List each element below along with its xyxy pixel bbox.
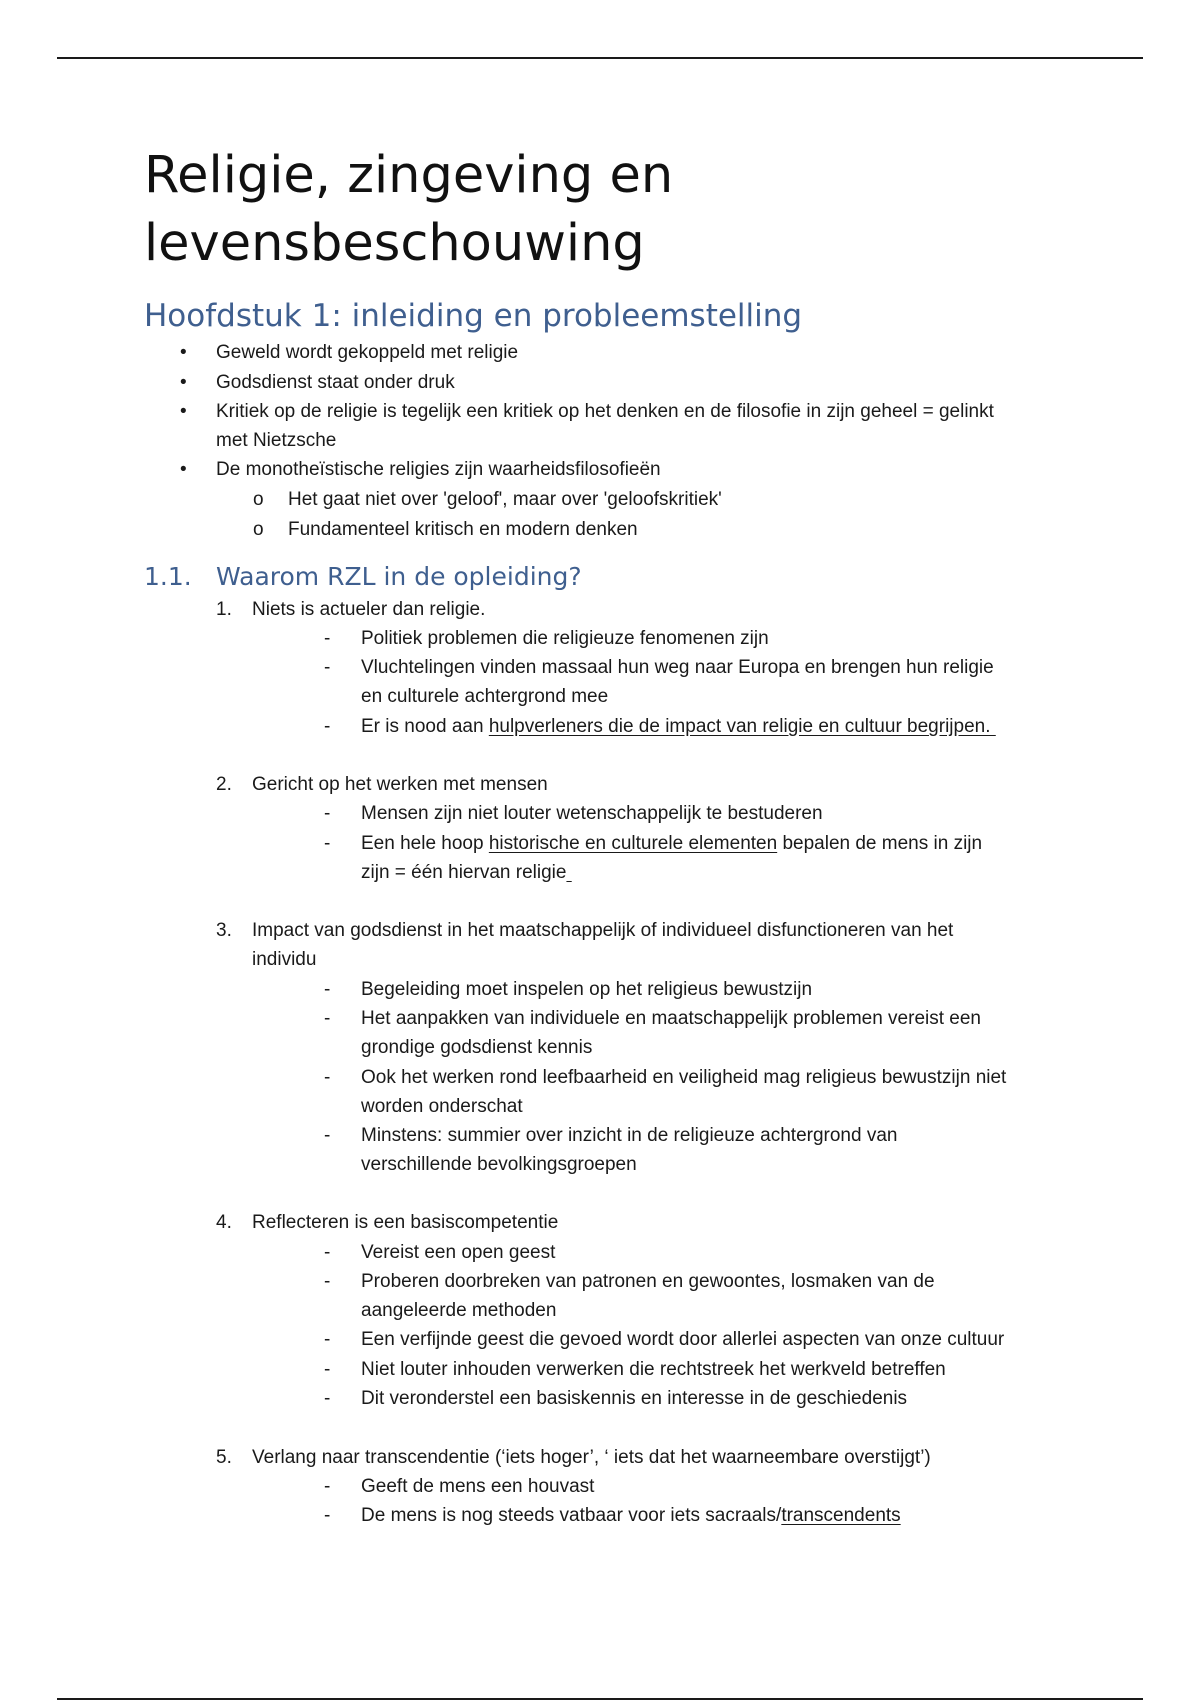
dash-marker: - <box>324 1067 331 1088</box>
dash-marker: - <box>324 1476 331 1497</box>
title-line-2: levensbeschouwing <box>144 214 645 273</box>
item-1-dash-3-text: Er is nood aan <box>361 716 489 737</box>
chapter-heading: Hoofdstuk 1: inleiding en probleemstelling <box>144 298 803 334</box>
number-marker: 3. <box>216 920 232 941</box>
item-5-dash-1: Geeft de mens een houvast <box>361 1476 595 1497</box>
intro-sub-bullet-1: Het gaat niet over 'geloof', maar over 'geloofskritiek' <box>288 489 722 510</box>
item-1-dash-3-underlined: hulpverleners die de impact van religie en cultuur begrijpen. <box>488 716 996 737</box>
item-1-dash-3 <box>361 712 996 741</box>
item-3-dash-2-line-2: grondige godsdienst kennis <box>361 1037 593 1058</box>
item-1-dash-2-line-1: Vluchtelingen vinden massaal hun weg naar Europa en brengen hun religie <box>361 657 994 678</box>
item-2-dash-2-line-2 <box>361 858 572 887</box>
intro-bullet-3-line-1: Kritiek op de religie is tegelijk een kritiek op het denken en de filosofie in zijn geheel = gelinkt <box>216 401 994 422</box>
item-3-dash-3-line-2: worden onderschat <box>361 1096 523 1117</box>
item-2-text: Gericht op het werken met mensen <box>252 774 548 795</box>
item-2-dash-2-post: bepalen de mens in zijn <box>777 833 983 854</box>
item-3-text-line-2: individu <box>252 949 317 970</box>
dash-marker: - <box>324 628 331 649</box>
item-2-dash-2-pre: Een hele hoop <box>361 833 489 854</box>
item-5-dash-2-pre: De mens is nog steeds vatbaar voor iets sacraals/ <box>361 1505 782 1526</box>
header-rule <box>57 57 1143 59</box>
document-title <box>144 142 673 278</box>
number-marker: 1. <box>216 599 232 620</box>
item-3-dash-1: Begeleiding moet inspelen op het religieus bewustzijn <box>361 979 813 1000</box>
item-4-dash-2-line-1: Proberen doorbreken van patronen en gewoontes, losmaken van de <box>361 1271 935 1292</box>
item-2-dash-2-line-2-text: zijn = één hiervan religie <box>361 862 567 883</box>
dash-marker: - <box>324 1271 331 1292</box>
item-2-dash-1: Mensen zijn niet louter wetenschappelijk te bestuderen <box>361 803 823 824</box>
dash-marker: - <box>324 1242 331 1263</box>
item-3-dash-4-line-1: Minstens: summier over inzicht in de religieuze achtergrond van <box>361 1125 898 1146</box>
item-1-dash-1: Politiek problemen die religieuze fenomenen zijn <box>361 628 769 649</box>
item-3-dash-3-line-1: Ook het werken rond leefbaarheid en veiligheid mag religieus bewustzijn niet <box>361 1067 1007 1088</box>
item-4-text: Reflecteren is een basiscompetentie <box>252 1212 559 1233</box>
intro-bullet-2: Godsdienst staat onder druk <box>216 372 455 393</box>
dash-marker: - <box>324 979 331 1000</box>
item-2-dash-2 <box>361 829 982 858</box>
item-4-dash-3: Een verfijnde geest die gevoed wordt door allerlei aspecten van onze cultuur <box>361 1329 1005 1350</box>
item-5-dash-2 <box>361 1501 901 1530</box>
dash-marker: - <box>324 716 331 737</box>
section-number: 1.1. <box>144 562 192 591</box>
dash-marker: - <box>324 833 331 854</box>
item-5-text: Verlang naar transcendentie (‘iets hoger’, ‘ iets dat het waarneembare overstijgt’) <box>252 1447 931 1468</box>
item-3-dash-2-line-1: Het aanpakken van individuele en maatschappelijk problemen vereist een <box>361 1008 981 1029</box>
dash-marker: - <box>324 1329 331 1350</box>
dash-marker: - <box>324 657 331 678</box>
dash-marker: - <box>324 1125 331 1146</box>
item-5-dash-2-underlined: transcendents <box>781 1505 901 1526</box>
dash-marker: - <box>324 1359 331 1380</box>
intro-bullet-1: Geweld wordt gekoppeld met religie <box>216 342 519 363</box>
title-line-1: Religie, zingeving en <box>144 146 674 205</box>
item-4-dash-5: Dit veronderstel een basiskennis en interesse in de geschiedenis <box>361 1388 908 1409</box>
item-4-dash-1: Vereist een open geest <box>361 1242 556 1263</box>
bullet-marker: • <box>180 459 187 480</box>
item-1-dash-2-line-2: en culturele achtergrond mee <box>361 686 609 707</box>
dash-marker: - <box>324 1008 331 1029</box>
item-4-dash-4: Niet louter inhouden verwerken die rechtstreek het werkveld betreffen <box>361 1359 946 1380</box>
item-2-dash-2-underlined: historische en culturele elementen <box>488 833 778 854</box>
item-3-text-line-1: Impact van godsdienst in het maatschappelijk of individueel disfunctioneren van het <box>252 920 954 941</box>
intro-bullet-3-line-2: met Nietzsche <box>216 430 337 451</box>
circle-marker: o <box>253 519 264 540</box>
circle-marker: o <box>253 489 264 510</box>
dash-marker: - <box>324 1505 331 1526</box>
bullet-marker: • <box>180 342 187 363</box>
number-marker: 5. <box>216 1447 232 1468</box>
intro-bullet-4: De monotheïstische religies zijn waarheidsfilosofieën <box>216 459 661 480</box>
intro-sub-bullet-2: Fundamenteel kritisch en modern denken <box>288 519 638 540</box>
dash-marker: - <box>324 1388 331 1409</box>
number-marker: 2. <box>216 774 232 795</box>
section-title: Waarom RZL in de opleiding? <box>216 562 582 591</box>
dash-marker: - <box>324 803 331 824</box>
item-3-dash-4-line-2: verschillende bevolkingsgroepen <box>361 1154 637 1175</box>
item-4-dash-2-line-2: aangeleerde methoden <box>361 1300 557 1321</box>
number-marker: 4. <box>216 1212 232 1233</box>
bullet-marker: • <box>180 372 187 393</box>
item-1-text: Niets is actueler dan religie. <box>252 599 486 620</box>
item-2-dash-2-line-2-underlined <box>566 862 571 883</box>
bullet-marker: • <box>180 401 187 422</box>
